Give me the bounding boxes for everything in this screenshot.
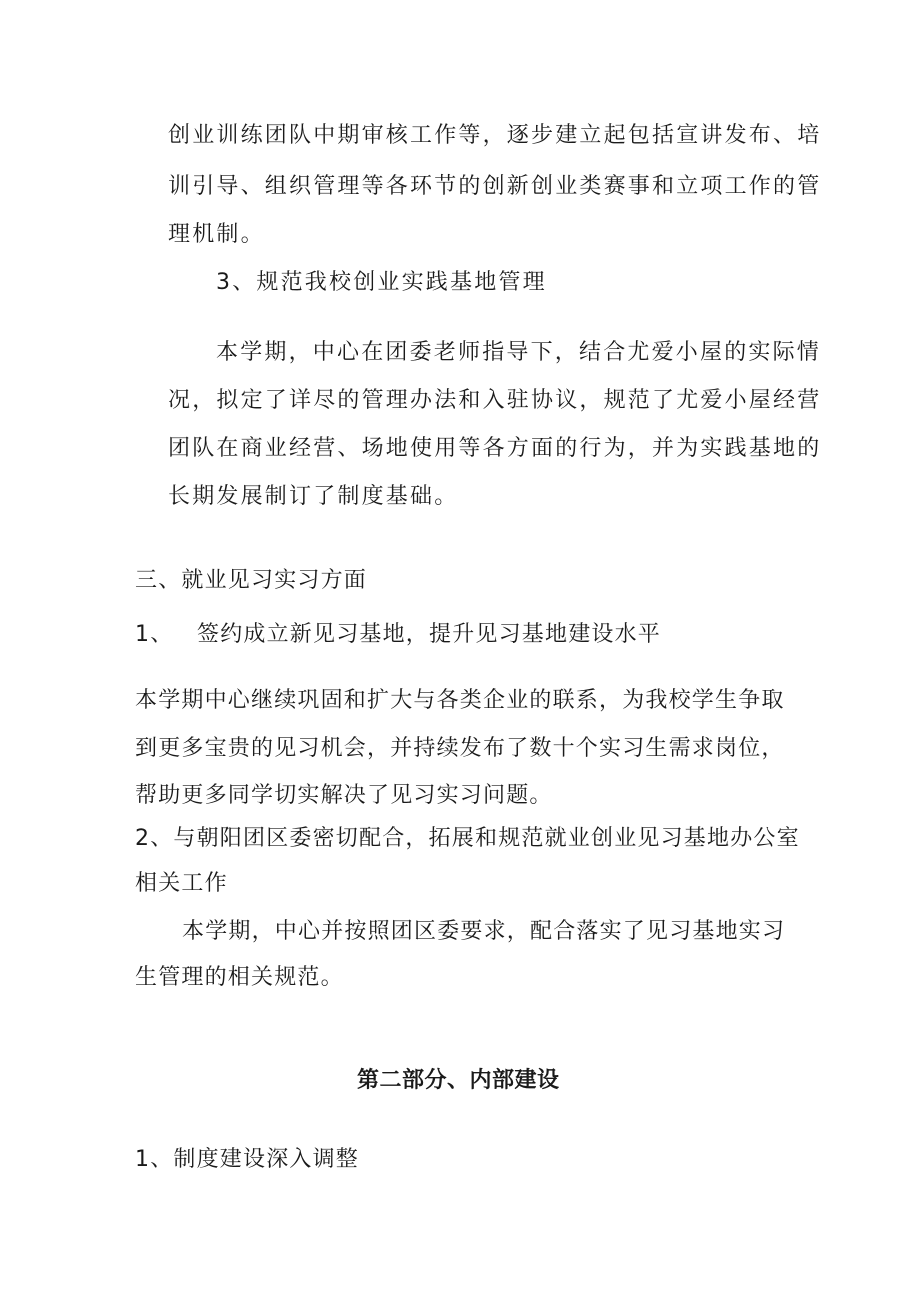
list-item-title: 1、制度建设深入调整 xyxy=(135,1147,359,1172)
paragraph-line: 生管理的相关规范。 xyxy=(135,965,344,990)
section-heading: 三、就业见习实习方面 xyxy=(135,568,368,593)
list-item-number: 1、 xyxy=(135,622,174,647)
paragraph-line: 团队在商业经营、场地使用等各方面的行为，并为实践基地的 xyxy=(168,436,822,461)
paragraph-line: 长期发展制订了制度基础。 xyxy=(168,484,459,509)
subsection-heading: 3、规范我校创业实践基地管理 xyxy=(216,270,547,295)
list-item-title: 签约成立新见习基地，提升见习基地建设水平 xyxy=(197,622,662,647)
paragraph-line: 创业训练团队中期审核工作等，逐步建立起包括宣讲发布、培 xyxy=(168,123,822,148)
paragraph-line: 本学期中心继续巩固和扩大与各类企业的联系，为我校学生争取 xyxy=(135,688,785,713)
paragraph-line: 到更多宝贵的见习机会，并持续发布了数十个实习生需求岗位， xyxy=(135,736,785,761)
list-item-title: 2、与朝阳团区委密切配合，拓展和规范就业创业见习基地办公室 xyxy=(135,826,800,851)
paragraph-line: 理机制。 xyxy=(168,222,265,247)
paragraph-line: 本学期，中心并按照团区委要求，配合落实了见习基地实习 xyxy=(182,919,786,944)
part-heading: 第二部分、内部建设 xyxy=(357,1068,560,1093)
paragraph-line: 训引导、组织管理等各环节的创新创业类赛事和立项工作的管 xyxy=(168,174,822,199)
paragraph-line: 帮助更多同学切实解决了见习实习问题。 xyxy=(135,783,553,808)
paragraph-line: 况，拟定了详尽的管理办法和入驻协议，规范了尤爱小屋经营 xyxy=(168,388,822,413)
list-item-title: 相关工作 xyxy=(135,871,228,896)
paragraph-line: 本学期，中心在团委老师指导下，结合尤爱小屋的实际情 xyxy=(216,340,822,365)
